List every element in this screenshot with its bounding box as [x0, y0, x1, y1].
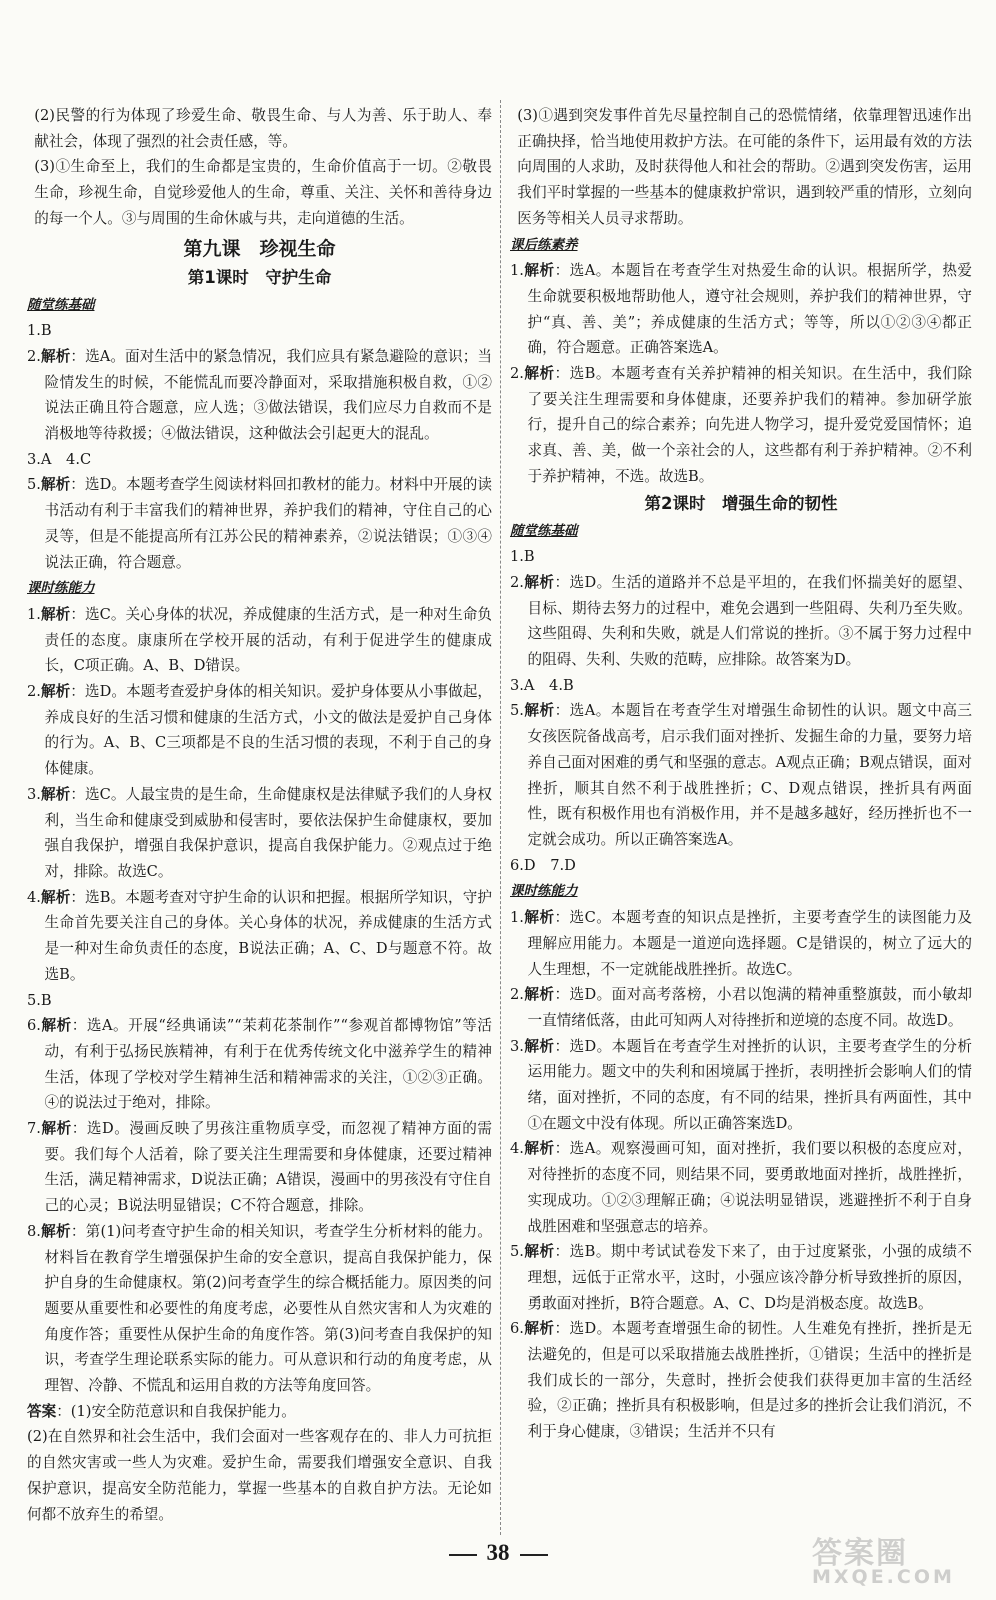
watermark-url: MXQE.COM: [812, 1566, 955, 1588]
answer-item: 1.解析：选A。本题旨在考查学生对热爱生命的认识。根据所学，热爱生命就要积极地帮助他人，遵守社会规则，养护我们的精神世界，守护“真、善、美”；养成健康的生活方式；等等，所以①②③④都正确，符合题意。正确答案选A。: [510, 262, 972, 357]
lesson-title: 第九课 珍视生命: [183, 237, 336, 260]
answer-item: 8.解析：第(1)问考查守护生命的相关知识，考查学生分析材料的能力。材料旨在教育学生增强保护生命的安全意识，提高自我保护能力，保护自身的生命健康权。第(2)问考查学生的综合概括能力。原因类的问题要从重要性和必要性的角度考虑，必要性从自然灾害和人为灾难的角度作答；重要性从保护生命的角度作答。第(3)问考查自我保护的知识，考查学生理论联系实际的能力。可从意识和行动的角度考虑，从理智、冷静、不慌乱和运用自救的方法等角度回答。: [27, 1222, 492, 1395]
answer-item: 3.解析：选D。本题旨在考查学生对挫折的认识，主要考查学生的分析运用能力。题文中的失利和困境属于挫折，表明挫折会影响人们的情绪，面对挫折，不同的态度，有不同的结果，挫折具有两面性，其中①在题文中没有体现。所以正确答案选D。: [510, 1037, 972, 1132]
right-column: [510, 103, 972, 1445]
paragraph: (3)①遇到突发事件首先尽量控制自己的恐慌情绪，依靠理智迅速作出正确抉择，恰当地使用救护方法。在可能的条件下，运用最有效的方法向周围的人求助，及时获得他人和社会的帮助。②遇到突发伤害，运用我们平时掌握的一些基本的健康救护常识，遇到较严重的情形，立刻向医务等相关人员寻求帮助。: [517, 107, 972, 227]
answer-item: 7.解析：选D。漫画反映了男孩注重物质享受，而忽视了精神方面的需要。我们每个人活着，除了要关注生理需要和身体健康，还要过精神生活，满足精神需求，D说法正确；A错误，漫画中的男孩没有守住自己的心灵；B说法明显错误；C不符合题意，排除。: [27, 1120, 492, 1215]
answer-item: 5.解析：选D。本题考查学生阅读材料回扣教材的能力。材料中开展的读书活动有利于丰富我们的精神世界，养护我们的精神，守住自己的心灵等，但是不能提高所有江苏公民的精神素养，②说法错误；①③④说法正确，符合题意。: [27, 476, 492, 571]
section-label: 课后练素养: [510, 236, 578, 253]
answer-item: 5.解析：选A。本题旨在考查学生对增强生命韧性的认识。题文中高三女孩医院备战高考，启示我们面对挫折、发掘生命的力量，要努力培养自己面对困难的勇气和坚强的意志。A观点正确；B观点错误，面对挫折，顺其自然不利于战胜挫折；C、D观点错误，挫折具有两面性，既有积极作用也有消极作用，并不是越多越好，经历挫折也不一定就会成功。所以正确答案选A。: [510, 702, 973, 848]
section-title: 第1课时 守护生命: [187, 267, 332, 287]
answer-item: 2.解析：选B。本题考查有关养护精神的相关知识。在生活中，我们除了要关注生理需要和身体健康，还要养护我们的精神。参加研学旅行，提升自己的综合素养；向先进人物学习，提升爱党爱国情怀；追求真、善、美，做一个亲社会的人，这些都有利于养护精神。②不利于养护精神，不选。故选B。: [510, 365, 972, 485]
watermark-text: 答案圈: [812, 1536, 908, 1571]
answer-item: 2.解析：选D。本题考查爱护身体的相关知识。爱护身体要从小事做起，养成良好的生活习惯和健康的生活方式，小文的做法是爱护自己身体的行为。A、B、C三项都是不良的生活习惯的表现，不利于自己的身体健康。: [27, 683, 492, 778]
section-label: 随堂练基础: [510, 522, 578, 539]
dash-right: [520, 1554, 548, 1556]
section-title: 第2课时 增强生命的韧性: [644, 493, 838, 513]
answer-item: 3.解析：选C。人最宝贵的是生命，生命健康权是法律赋予我们的人身权利，当生命和健康受到威胁和侵害时，要依法保护生命健康权，要加强自我保护，增强自我保护意识，提高自我保护能力。②观点过于绝对，排除。故选C。: [27, 785, 492, 880]
answer-item: 2.解析：选D。面对高考落榜，小君以饱满的精神重整旗鼓，而小敏却一直情绪低落，由此可知两人对待挫折和逆境的态度不同。故选D。: [510, 986, 972, 1029]
answer-item: 3.A 4.B: [510, 676, 574, 694]
dash-left: [449, 1554, 477, 1556]
answer-item: 6.解析：选D。本题考查增强生命的韧性。人生难免有挫折，挫折是无法避免的，但是可以采取措施去战胜挫折，①错误；生活中的挫折是我们成长的一部分，失意时，挫折会使我们获得更加丰富的生活经验，②正确；挫折具有积极影响，但是过多的挫折会让我们消沉，不利于身心健康，③错误；生活并不只有: [510, 1320, 972, 1441]
answer-item: 5.解析：选B。期中考试试卷发下来了，由于过度紧张，小强的成绩不理想，远低于正常水平，这时，小强应该冷静分析导致挫折的原因，勇敢面对挫折，B符合题意。A、C、D均是消极态度。故选B。: [510, 1243, 972, 1312]
answer-item: 1.解析：选C。关心身体的状况，养成健康的生活方式，是一种对生命负责任的态度。康康所在学校开展的活动，有利于促进学生的健康成长，C项正确。A、B、D错误。: [27, 605, 492, 675]
section-label: 课时练能力: [510, 883, 578, 900]
answer-item: 4.解析：选A。观察漫画可知，面对挫折，我们要以积极的态度应对，对待挫折的态度不同，则结果不同，要勇敢地面对挫折，战胜挫折，实现成功。①②③理解正确；④说法明显错误，逃避挫折不利于自身战胜困难和坚强意志的培养。: [510, 1140, 972, 1235]
answer-item: 3.A 4.C: [27, 450, 92, 468]
answer-item: 6.D 7.D: [510, 856, 576, 874]
answer-item: 1.B: [27, 322, 52, 340]
watermark-logo: [812, 1528, 972, 1590]
paragraph: (3)①生命至上，我们的生命都是宝贵的，生命价值高于一切。②敬畏生命，珍视生命，自觉珍爱他人的生命，尊重、关注、关怀和善待身边的每一个人。③与周围的生命休戚与共，走向道德的生活。: [34, 158, 492, 227]
answer-item: 6.解析：选A。开展“经典诵读”“茉莉花茶制作”“参观首都博物馆”等活动，有利于弘扬民族精神，有利于在优秀传统文化中滋养学生的精神生活，体现了学校对学生精神生活和精神需求的关注，①②③正确。④的说法过于绝对，排除。: [27, 1017, 492, 1112]
answer-item: 1.B: [510, 548, 535, 566]
section-label: 随堂练基础: [27, 296, 95, 313]
page-number-text: 38: [486, 1540, 510, 1565]
answer-item: 2.解析：选A。面对生活中的紧急情况，我们应具有紧急避险的意识；当险情发生的时候，不能慌乱而要冷静面对，采取措施积极自救，①②说法正确且符合题意，应人选；③做法错误，我们应尽力自救而不是消极地等待救援；④做法错误，这种做法会引起更大的混乱。: [27, 347, 492, 443]
answer-item: 4.解析：选B。本题考查对守护生命的认识和把握。根据所学知识，守护生命首先要关注自己的身体。关心身体的状况，养成健康的生活方式是一种对生命负责任的态度，B说法正确；A、C、D与题意不符。故选B。: [27, 888, 492, 983]
answer-item: 5.B: [27, 991, 52, 1009]
column-divider: [500, 100, 501, 1535]
paragraph: (2)在自然界和社会生活中，我们会面对一些客观存在的、非人力可抗拒的自然灾害或一些人为灾难。爱护生命，需要我们增强安全意识、自我保护意识，提高安全防范能力，掌握一些基本的自救自护方法。无论如何都不放弃生的希望。: [27, 1428, 492, 1523]
answer-item: 1.解析：选C。本题考查的知识点是挫折，主要考查学生的读图能力及理解应用能力。本题是一道逆向选择题。C是错误的，树立了远大的人生理想，不一定就能战胜挫折。故选C。: [510, 909, 972, 978]
left-column: [27, 103, 492, 1527]
paragraph: (2)民警的行为体现了珍爱生命、敬畏生命、与人为善、乐于助人、奉献社会，体现了强烈的社会责任感，等。: [34, 107, 492, 150]
answer-text: 答案：(1)安全防范意识和自我保护能力。: [27, 1402, 296, 1420]
answer-item: 2.解析：选D。生活的道路并不总是平坦的，在我们怀揣美好的愿望、目标、期待去努力的过程中，难免会遇到一些阻碍、失利乃至失败。这些阻碍、失利和失败，就是人们常说的挫折。③不属于努力过程中的阻碍、失利、失败的范畴，应排除。故答案为D。: [510, 573, 972, 669]
section-label: 课时练能力: [27, 580, 95, 597]
